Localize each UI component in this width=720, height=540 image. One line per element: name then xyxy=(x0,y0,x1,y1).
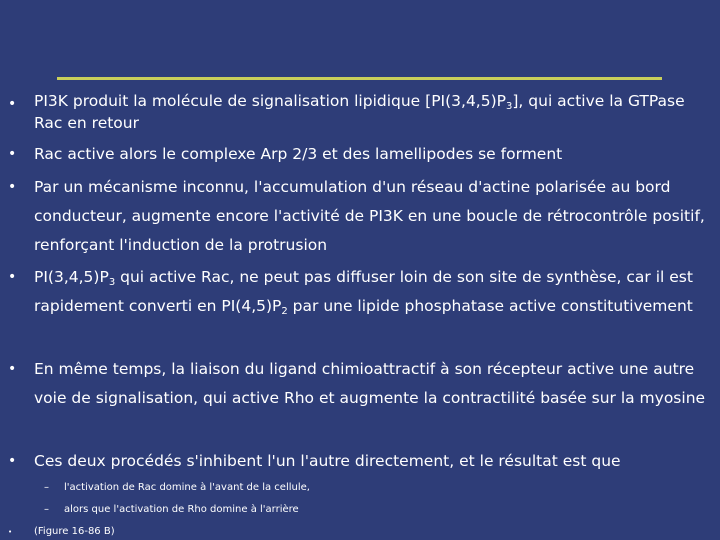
bullet-marker: • xyxy=(8,361,17,377)
bullet-marker: • xyxy=(8,453,17,469)
bullet-marker: • xyxy=(8,146,17,162)
bullet-text: En même temps, la liaison du ligand chimioattractif à son récepteur active une autre voie de signalisation, qui active Rho et augmente la contractilité basée sur la myosine xyxy=(34,360,706,407)
bullet-1 xyxy=(8,90,708,134)
sub-item-text: alors que l'activation de Rho domine à l'arrière xyxy=(64,504,299,515)
figure-reference: (Figure 16-86 B) xyxy=(34,526,115,537)
bullet-5 xyxy=(8,355,708,413)
bullet-3 xyxy=(8,173,708,260)
footnote xyxy=(8,525,115,539)
dash-marker: – xyxy=(44,504,49,515)
bullet-text: PI3K produit la molécule de signalisation lipidique $[PI(3,4,5)P_3]$, qui active la GTPase Rac en retour xyxy=(34,92,685,132)
bullet-marker: • xyxy=(8,179,17,195)
bullet-marker: • xyxy=(8,96,17,112)
sub-item-2 xyxy=(44,503,299,517)
dash-marker: – xyxy=(44,482,49,493)
bullet-4 xyxy=(8,263,708,321)
bullet-2 xyxy=(8,140,708,169)
bullet-text: $PI(3,4,5)P_3$ qui active Rac, ne peut pas diffuser loin de son site de synthèse, car il est rapidement converti en $PI(4,5)P_2$ par une lipide phosphatase active constitutivement xyxy=(34,268,693,317)
title-rule xyxy=(57,77,662,80)
bullet-marker: • xyxy=(8,269,17,285)
sub-item-1 xyxy=(44,481,310,495)
sub-item-text: l'activation de Rac domine à l'avant de la cellule, xyxy=(64,482,310,493)
bullet-6 xyxy=(8,447,708,476)
bullet-text: Par un mécanisme inconnu, l'accumulation d'un réseau d'actine polarisée au bord conducteur, augmente encore l'activité de PI3K en une boucle de rétrocontrôle positif, renforçant l'induction de la protrusion xyxy=(34,178,705,254)
bullet-text: Ces deux procédés s'inhibent l'un l'autre directement, et le résultat est que xyxy=(34,452,621,470)
bullet-marker: • xyxy=(8,528,13,536)
bullet-text: Rac active alors le complexe Arp 2/3 et des lamellipodes se forment xyxy=(34,145,563,163)
